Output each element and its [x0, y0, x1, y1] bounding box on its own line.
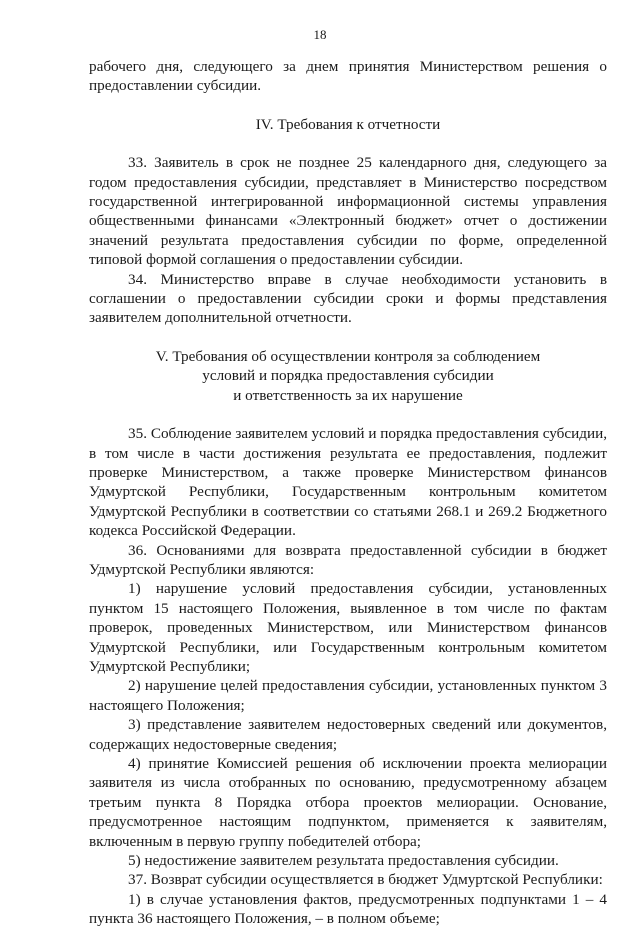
section-5-heading — [89, 347, 607, 405]
section-5-heading-line-1: V. Требования об осуществлении контроля за соблюдением — [155, 347, 541, 365]
lead-paragraph: рабочего дня, следующего за днем принятия Министерством решения о предоставлении субсидии. — [89, 58, 607, 95]
paragraph-36-item-3: 3) представление заявителем недостоверных сведений или документов, содержащих недостоверные сведения; — [89, 716, 607, 753]
paragraph-36: 36. Основаниями для возврата предоставленной субсидии в бюджет Удмуртской Республики являются: — [89, 541, 607, 578]
page-content — [89, 57, 607, 929]
paragraph-33: 33. Заявитель в срок не позднее 25 календарного дня, следующего за годом предоставления субсидии, представляет в Министерство посредством государственной интегрированной информационной системы управления общественными финансами «Электронный бюджет» отчет о достижении значений результата предоставления субсидии по форме, определенной типовой формой соглашения о предоставлении субсидии. — [89, 154, 607, 269]
paragraph-37-item-1: 1) в случае установления фактов, предусмотренных подпунктами 1 – 4 пункта 36 настоящего Положения, – в полном объеме; — [89, 890, 607, 928]
paragraph-35: 35. Соблюдение заявителем условий и порядка предоставления субсидии, в том числе в части достижения результата ее предоставления, подлежит проверке Министерством, а также проверке Министерством финансов Удмуртской Республики, Государственным контрольным комитетом Удмуртской Республики в соответствии со статьями 268.1 и 269.2 Бюджетного кодекса Российской Федерации. — [89, 425, 607, 540]
paragraph-37: 37. Возврат субсидии осуществляется в бюджет Удмуртской Республики: — [128, 871, 603, 889]
page-number: 18 — [313, 27, 327, 42]
paragraph-36-item-1: 1) нарушение условий предоставления субсидии, установленных пунктом 15 настоящего Положения, выявленное в том числе по фактам проверок, проведенных Министерством, или Министерством финансов Удмуртской Республики, или Государственным контрольным комитетом Удмуртской Республики; — [89, 580, 607, 675]
section-5-heading-line-2: условий и порядка предоставления субсидии — [202, 367, 494, 385]
paragraph-36-item-4: 4) принятие Комиссией решения об исключении проекта мелиорации заявителя из числа отобранных по основанию, предусмотренному абзацем третьим пункта 8 Порядка отбора проектов мелиорации. Основание, предусмотренное настоящим подпунктом, применяется к заявителям, включенным в первую группу победителей отбора; — [89, 755, 607, 850]
section-4-heading: IV. Требования к отчетности — [255, 115, 441, 133]
section-5-heading-line-3: и ответственность за их нарушение — [233, 386, 463, 404]
paragraph-36-item-2: 2) нарушение целей предоставления субсидии, установленных пунктом 3 настоящего Положения; — [89, 677, 607, 714]
paragraph-36-item-5: 5) недостижение заявителем результата предоставления субсидии. — [128, 852, 559, 870]
paragraph-34: 34. Министерство вправе в случае необходимости установить в соглашении о предоставлении субсидии сроки и формы представления заявителем дополнительной отчетности. — [89, 270, 607, 327]
